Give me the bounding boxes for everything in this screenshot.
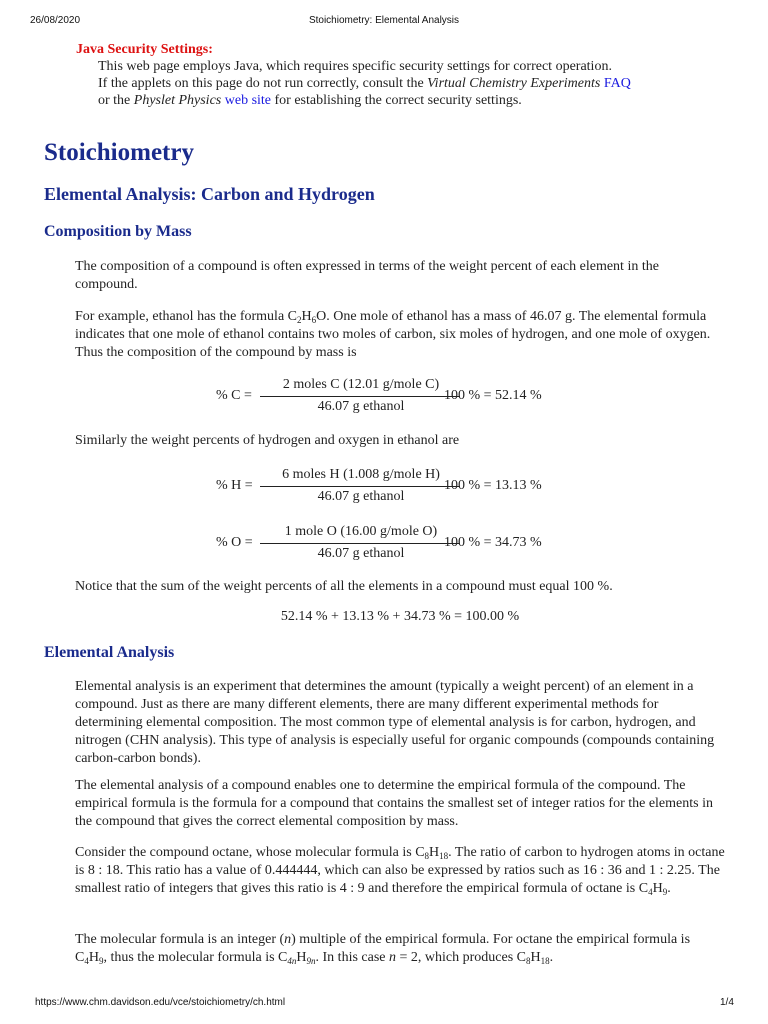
equation-oxygen: % O = 1 mole O (16.00 g/mole O) 46.07 g ethanol 100 % = 34.73 % (216, 524, 542, 561)
print-url: https://www.chm.davidson.edu/vce/stoichiometry/ch.html (35, 997, 286, 1008)
paragraph-composition-intro: The composition of a compound is often expressed in terms of the weight percent of each element in the compound. (75, 259, 659, 292)
security-title: Java Security Settings: (76, 42, 213, 57)
paragraph-molecular-formula: The molecular formula is an integer (n) multiple of the empirical formula. For octane the empirical formula is $C_4H_9$, thus the molecular formula is $C_{4n}H_{9n}$. In this case n = 2, which produces $C_8H_{18}$. (75, 932, 691, 966)
fraction-bar (260, 486, 460, 487)
fraction-bar (260, 543, 460, 544)
web-site-link[interactable]: web site (224, 93, 272, 108)
print-date: 26/08/2020 (30, 15, 81, 26)
composition-heading: Composition by Mass (44, 223, 192, 240)
faq-link[interactable]: FAQ (603, 76, 631, 91)
security-line-2: If the applets on this page do not run correctly, consult the Virtual Chemistry Experiments FAQ (98, 76, 631, 91)
paragraph-similarly: Similarly the weight percents of hydrogen and oxygen in ethanol are (75, 433, 460, 448)
paragraph-octane: Consider the compound octane, whose molecular formula is $C_8H_{18}$. The ratio of carbon to hydrogen atoms in octane is 8 : 18. This ratio has a value of 0.444444, which can also be expressed by ratios such as 16 : 36 and 1 : 2.25. The smallest ratio of integers that gives this ratio is 4 : 9 and therefore the empirical formula of octane is $C_4H_9$. (75, 845, 725, 897)
equation-carbon: % C = 2 moles C (12.01 g/mole C) 46.07 g ethanol 100 % = 52.14 % (216, 377, 542, 414)
elemental-analysis-heading: Elemental Analysis (44, 644, 175, 661)
page-number: 1/4 (720, 997, 734, 1008)
print-title: Stoichiometry: Elemental Analysis (308, 15, 460, 26)
page-title: Stoichiometry (44, 139, 194, 166)
paragraph-sum-note: Notice that the sum of the weight percents of all the elements in a compound must equal 100 %. (75, 579, 613, 594)
section-title: Elemental Analysis: Carbon and Hydrogen (44, 184, 375, 204)
sum-equation: 52.14 % + 13.13 % + 34.73 % = 100.00 % (280, 609, 520, 624)
security-line-1: This web page employs Java, which requires specific security settings for correct operation. (98, 59, 612, 74)
equation-hydrogen: % H = 6 moles H (1.008 g/mole H) 46.07 g ethanol 100 % = 13.13 % (216, 467, 542, 504)
paragraph-empirical-formula: The elemental analysis of a compound enables one to determine the empirical formula of the compound. The empirical formula is the formula for a compound that contains the smallest set of integer ratios for the elements in the compound that gives the correct elemental composition by mass. (75, 778, 713, 829)
security-line-3: or the Physlet Physics web site for establishing the correct security settings. (98, 93, 522, 108)
fraction-bar (260, 396, 460, 397)
paragraph-ethanol: For example, ethanol has the formula $C_2H_6O$. One mole of ethanol has a mass of 46.07 g. The elemental formula indicates that one mole of ethanol contains two moles of carbon, six moles of hydrogen, and one mole of oxygen. Thus the composition of the compound by mass is (75, 309, 711, 360)
paragraph-elemental-intro: Elemental analysis is an experiment that determines the amount (typically a weight percent) of an element in a compound. Just as there are many different elements, there are many different experimental methods for determining elemental composition. The most common type of elemental analysis is for carbon, hydrogen, and nitrogen (CHN analysis). This type of analysis is especially useful for organic compounds (compounds containing carbon-carbon bonds). (75, 679, 715, 766)
